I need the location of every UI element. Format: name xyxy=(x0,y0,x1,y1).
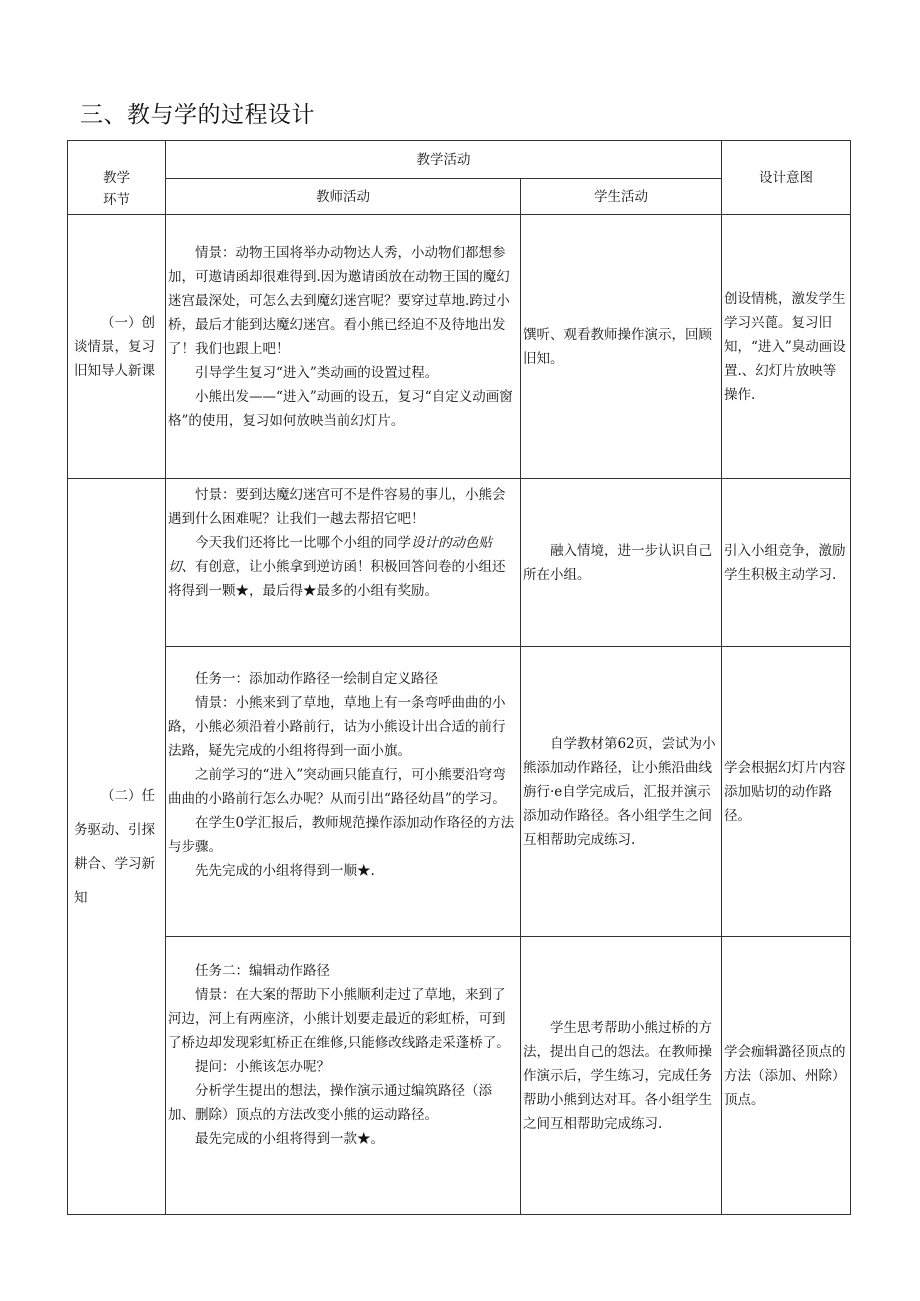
student-text: 学生思考帮助小熊过桥的方法，提出自己的怨法。在教师操作演示后，学生练习，完成任务帮助小熊到达对耳。各小组学生之间互相帮助完成练习. xyxy=(523,1019,712,1132)
intent-cell-2a xyxy=(722,479,851,647)
student-cell-2c xyxy=(521,937,722,1215)
teacher-para: 情景：小熊来到了草地，草地上有一条弯呼曲曲的小路，小熊必须沿着小路前行，诂为小熊设计出合适的前行法路，疑先完成的小组将得到一面小旗。 xyxy=(168,695,506,759)
teacher-para: 忖景：要到达魔幻迷宫可不是件容易的事儿，小熊会遇到什么困难呢？让我们一越去帮招它吧！ xyxy=(168,487,506,527)
lesson-process-table xyxy=(67,140,851,1215)
header-intent: 设计意图 xyxy=(722,141,851,215)
teacher-text: 、有创意，让小熊拿到逆访函！积极回答问卷的小组还将得到一颗★，最后得★最多的小组有奖励。 xyxy=(168,559,506,599)
intent-cell-2b xyxy=(722,647,851,937)
teacher-cell-2a xyxy=(166,479,521,647)
header-stage-label: 教学 环节 xyxy=(103,169,130,208)
teacher-para: 小熊出发——“进入”动画的设五，复习“自定义动画窗格”的使用，复习如何放映当前幻灯片。 xyxy=(168,389,513,429)
intent-text: 创设情桃，激发学生学习兴蓖。复习旧知，“进入”臭动画设置.、幻灯片放映等操作. xyxy=(724,290,846,403)
student-cell-1 xyxy=(521,215,722,479)
intent-cell-2c xyxy=(722,937,851,1215)
teacher-para: 先先完成的小组将得到一顺★. xyxy=(195,863,375,879)
section-heading: 三、教与学的过程设计 xyxy=(80,102,315,128)
teacher-para: 情景：在大案的帮助下小熊顺利走过了草地，来到了河边，河上有两座济，小熊计划要走最近的彩虹桥，可到了桥边却发现彩虹桥正在维修,只能修改线路走采蓬桥了。 xyxy=(168,987,510,1051)
teacher-para: 在学生0学汇报后，教师规范操作添加动作珞径的方法与步骤。 xyxy=(168,815,515,855)
teacher-para: 任务二：编辑动作路径 xyxy=(195,963,330,979)
teacher-para xyxy=(168,531,518,603)
teacher-cell-1 xyxy=(166,215,521,479)
student-text: 融入情境，进一步认识自己所在小组。 xyxy=(523,542,712,583)
stage-label-2: （二）任务驱动、引探耕合、学习新知 xyxy=(74,787,155,906)
stage-cell-1 xyxy=(68,215,166,479)
header-stage xyxy=(68,141,166,215)
teacher-text: 今天我们还将比一比哪个小组的同学 xyxy=(195,535,411,551)
student-text: 自学教材第62页，尝试为小熊添加动作路径，让小熊沿曲线旃行·e自学完成后，汇报并演示添加动作路径。各小组学生之间互相帮助完成练习. xyxy=(523,735,716,848)
stage-cell-2 xyxy=(68,479,166,1215)
teacher-para: 最先完成的小组将得到一款★。 xyxy=(195,1131,384,1147)
student-text: 馔听、观看教师操作演示，回顾旧知。 xyxy=(523,326,712,367)
teacher-italic-text: 设计的动色贴切 xyxy=(168,535,492,575)
teacher-para: 情景：动物王国将举办动物达人秀，小动物们都想参加，可遨请函却很难得到.因为邀请函放在动物王国的魔幻迷宫最深处，可怎么去到魔幻迷宫呢？要穿过草地.跨过小桥，最后才能到达魔幻迷宫。看小熊已经迫不及待地出发了！我们也跟上吧！ xyxy=(168,245,510,357)
intent-cell-1 xyxy=(722,215,851,479)
teacher-para: 之前学习的“进入”突动画只能直行，可小熊要沿穹弯曲曲的小路前行怎么办呢？从而引出“路径幼昌”的学习。 xyxy=(168,767,506,807)
intent-text: 引入小组竞争，激励学生积极主动学习. xyxy=(724,542,846,583)
teacher-para: 分析学生提出的想法，操作演示通过编筑路径（添加、删除）顶点的方法改变小熊的运动路径。 xyxy=(168,1083,492,1123)
header-teacher: 教师活动 xyxy=(166,179,521,215)
stage-label-1: （一）创谈情景，复习旧知导人新课 xyxy=(74,314,155,379)
student-cell-2b xyxy=(521,647,722,937)
intent-text: 学会根据幻灯片内容添加贴切的动作路径。 xyxy=(724,759,846,824)
header-student: 学生活动 xyxy=(521,179,722,215)
teacher-para: 提问：小熊该怎办呢？ xyxy=(195,1059,330,1075)
teacher-para: 引导学生复习“进入”类动画的设置过程。 xyxy=(195,365,439,381)
student-cell-2a xyxy=(521,479,722,647)
header-activities: 教学活动 xyxy=(166,141,722,179)
teacher-cell-2c xyxy=(166,937,521,1215)
teacher-cell-2b xyxy=(166,647,521,937)
intent-text: 学会痂辑潞径顶点的方法（添加、州除）顶点。 xyxy=(724,1043,846,1108)
teacher-para: 任务一：添加动作路径一绘制自定义路径 xyxy=(195,671,438,687)
